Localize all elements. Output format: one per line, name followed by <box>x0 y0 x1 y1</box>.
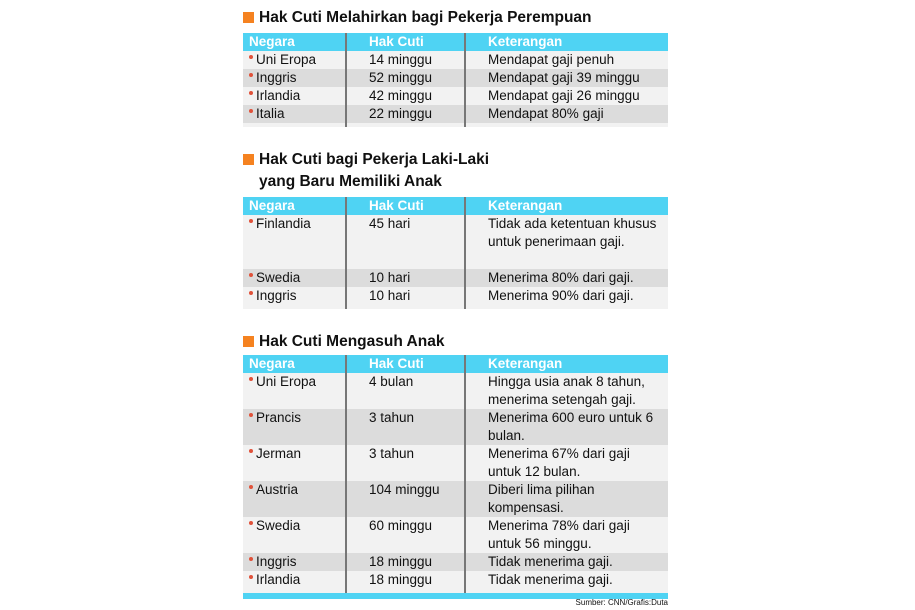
table-header <box>243 33 668 51</box>
section-title <box>243 149 668 193</box>
table-header <box>243 355 668 373</box>
leave-cell: 18 minggu <box>347 571 466 589</box>
note-cell: Hingga usia anak 8 tahun, menerima setengah gaji. <box>488 374 645 407</box>
table-row <box>243 69 668 87</box>
note-cell: Mendapat gaji penuh <box>488 52 615 67</box>
country-cell <box>243 269 347 287</box>
table-row <box>243 87 668 105</box>
country-text: Inggris <box>256 554 297 569</box>
note-cell: Diberi lima pilihan kompensasi. <box>488 482 595 515</box>
note-cell: Mendapat gaji 26 minggu <box>488 88 640 103</box>
header-country: Negara <box>243 33 347 51</box>
country-text: Inggris <box>256 70 297 85</box>
header-leave: Hak Cuti <box>347 197 466 215</box>
table-row <box>243 287 668 305</box>
bullet-icon <box>249 273 253 277</box>
country-text: Irlandia <box>256 88 301 103</box>
table-row <box>243 481 668 517</box>
bullet-icon <box>249 55 253 59</box>
table-row <box>243 517 668 553</box>
country-cell <box>243 287 347 305</box>
table-row <box>243 269 668 287</box>
country-cell <box>243 445 347 481</box>
bullet-icon <box>249 291 253 295</box>
leave-cell: 60 minggu <box>347 517 466 553</box>
country-text: Finlandia <box>256 216 311 231</box>
source-credit: Sumber: CNN/Grafis:Duta <box>575 598 668 607</box>
header-country: Negara <box>243 355 347 373</box>
country-cell <box>243 409 347 445</box>
note-cell: Menerima 600 euro untuk 6 bulan. <box>488 410 654 443</box>
bullet-icon <box>249 557 253 561</box>
leave-cell: 4 bulan <box>347 373 466 409</box>
note-cell: Menerima 90% dari gaji. <box>488 288 634 303</box>
table-row <box>243 51 668 69</box>
country-text: Prancis <box>256 410 302 425</box>
country-cell <box>243 87 347 105</box>
header-leave: Hak Cuti <box>347 355 466 373</box>
header-note: Keterangan <box>488 356 563 371</box>
note-cell: Tidak menerima gaji. <box>488 572 613 587</box>
table-row <box>243 409 668 445</box>
table-row <box>243 215 668 269</box>
header-country: Negara <box>243 197 347 215</box>
note-cell: Menerima 67% dari gaji untuk 12 bulan. <box>488 446 630 479</box>
table-row <box>243 445 668 481</box>
header-leave: Hak Cuti <box>347 33 466 51</box>
orange-square-icon <box>243 336 254 347</box>
section-title <box>243 331 668 353</box>
country-text: Swedia <box>256 270 301 285</box>
leave-cell: 52 minggu <box>347 69 466 87</box>
country-cell <box>243 105 347 123</box>
country-cell <box>243 373 347 409</box>
leave-cell: 3 tahun <box>347 409 466 445</box>
bullet-icon <box>249 377 253 381</box>
paternity-leave-section <box>243 149 668 309</box>
country-text: Jerman <box>256 446 302 461</box>
header-note: Keterangan <box>488 198 563 213</box>
country-cell <box>243 571 347 589</box>
leave-cell: 42 minggu <box>347 87 466 105</box>
title-text: Hak Cuti Mengasuh Anak <box>259 333 445 350</box>
bullet-icon <box>249 485 253 489</box>
country-text: Irlandia <box>256 572 301 587</box>
country-text: Uni Eropa <box>256 374 317 389</box>
leave-cell: 10 hari <box>347 287 466 305</box>
title-line-1: Hak Cuti bagi Pekerja Laki-Laki <box>259 151 490 168</box>
country-text: Austria <box>256 482 299 497</box>
country-cell <box>243 51 347 69</box>
country-text: Italia <box>256 106 285 121</box>
country-cell <box>243 69 347 87</box>
country-cell <box>243 481 347 517</box>
leave-cell: 18 minggu <box>347 553 466 571</box>
leave-cell: 104 minggu <box>347 481 466 517</box>
leave-cell: 45 hari <box>347 215 466 269</box>
bullet-icon <box>249 521 253 525</box>
leave-cell: 10 hari <box>347 269 466 287</box>
country-text: Swedia <box>256 518 301 533</box>
table-row <box>243 373 668 409</box>
bullet-icon <box>249 109 253 113</box>
maternity-leave-section <box>243 7 668 127</box>
table-row <box>243 571 668 589</box>
leave-cell: 14 minggu <box>347 51 466 69</box>
table-header <box>243 197 668 215</box>
bullet-icon <box>249 91 253 95</box>
bullet-icon <box>249 413 253 417</box>
note-cell: Tidak ada ketentuan khusus untuk penerimaan gaji. <box>488 216 657 249</box>
note-cell: Mendapat 80% gaji <box>488 106 604 121</box>
title-line-2: yang Baru Memiliki Anak <box>259 173 442 190</box>
bullet-icon <box>249 449 253 453</box>
orange-square-icon <box>243 154 254 165</box>
country-text: Uni Eropa <box>256 52 317 67</box>
country-text: Inggris <box>256 288 297 303</box>
table-end <box>243 305 668 309</box>
note-cell: Menerima 80% dari gaji. <box>488 270 634 285</box>
note-cell: Menerima 78% dari gaji untuk 56 minggu. <box>488 518 630 551</box>
bullet-icon <box>249 575 253 579</box>
bullet-icon <box>249 73 253 77</box>
country-cell <box>243 553 347 571</box>
orange-square-icon <box>243 12 254 23</box>
table-end <box>243 123 668 127</box>
country-cell <box>243 215 347 269</box>
note-cell: Mendapat gaji 39 minggu <box>488 70 640 85</box>
table-row <box>243 553 668 571</box>
leave-cell: 22 minggu <box>347 105 466 123</box>
bullet-icon <box>249 219 253 223</box>
section-title <box>243 7 668 29</box>
header-note: Keterangan <box>488 34 563 49</box>
country-cell <box>243 517 347 553</box>
note-cell: Tidak menerima gaji. <box>488 554 613 569</box>
parental-leave-section <box>243 331 668 599</box>
table-row <box>243 105 668 123</box>
title-text: Hak Cuti Melahirkan bagi Pekerja Perempuan <box>259 9 592 26</box>
leave-cell: 3 tahun <box>347 445 466 481</box>
